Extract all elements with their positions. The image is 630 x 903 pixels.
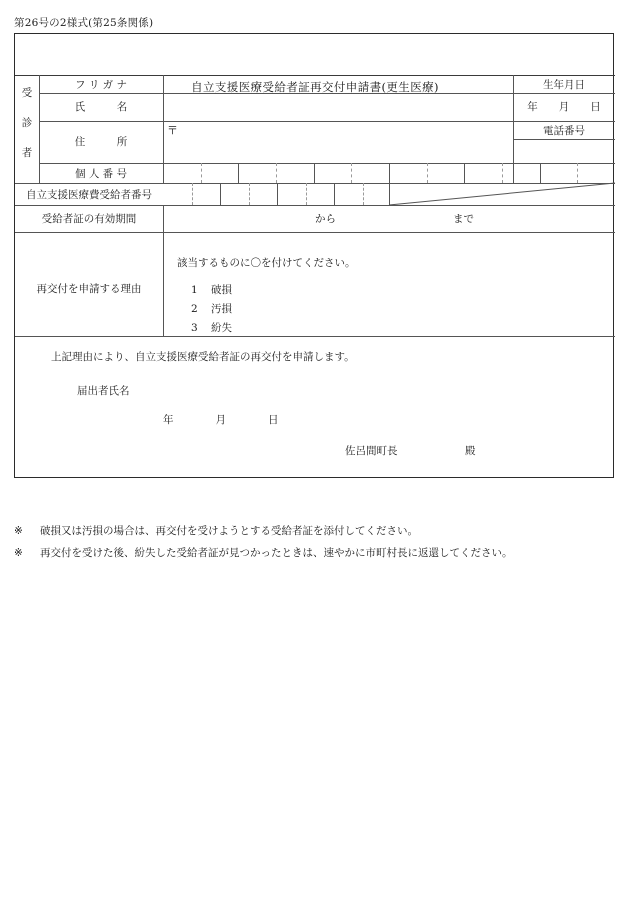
furigana-input[interactable] [164,76,512,92]
footnote-2-mark: ※ [14,547,23,559]
divider-applicant-label-col [39,75,40,183]
submitter-name-input[interactable] [145,378,445,396]
reason-option-1-text: 破損 [211,284,232,296]
divider-reason-label [163,232,164,336]
divider-reason-bottom [15,336,615,337]
recipient-number-label: 自立支援医療費受給者番号 [26,189,152,201]
cell-divider [276,163,277,183]
cell-divider [238,163,239,183]
phone-input[interactable] [514,140,614,162]
recipient-number-cell-grid[interactable] [163,183,391,205]
footnote-1-text: 破損又は汚損の場合は、再交付を受けようとする受給者証を添付してください。 [40,525,418,537]
cell-divider [277,183,278,205]
footnote-1-mark: ※ [14,525,23,537]
name-input[interactable] [164,94,512,120]
declaration-date-line[interactable]: 年 月 日 [163,414,279,426]
cell-divider [201,163,202,183]
divider-validity-bottom [15,232,615,233]
cell-divider [220,183,221,205]
applicant-label-char-1: 受 [21,87,33,99]
cell-divider [540,163,541,183]
reason-option-2-number: 2 [191,303,198,315]
cell-divider [334,183,335,205]
diagonal-strike-line [389,183,615,206]
my-number-cell-grid[interactable] [163,163,615,183]
reason-instruction: 該当するものに〇を付けてください。 [177,257,356,269]
reason-option-3-text: 紛失 [211,322,232,334]
applicant-vertical-label [15,78,39,168]
applicant-label-char-3: 者 [21,147,33,159]
declaration-statement: 上記理由により、自立支援医療受給者証の再交付を申請します。 [51,351,355,363]
divider-birthdate-label-bottom [513,93,615,94]
cell-divider [502,163,503,183]
reason-option-1-number: 1 [191,284,198,296]
birthdate-fields[interactable]: 年 月 日 [527,101,601,113]
cell-divider [351,163,352,183]
divider-recipient-cells-end [389,183,390,205]
furigana-label: フ リ ガ ナ [74,79,127,91]
cell-divider [389,163,390,183]
reason-option-1[interactable] [191,281,232,300]
addressee-name: 佐呂間町長 [345,445,398,457]
name-label: 氏 名 [74,101,128,113]
postal-code-icon: 〒 [167,124,178,137]
phone-label: 電話番号 [543,125,585,137]
birthdate-label: 生年月日 [543,79,585,91]
address-input[interactable] [164,122,512,162]
application-form-box [14,33,614,478]
divider-validity-label [163,205,164,232]
submitter-name-label: 届出者氏名 [77,385,130,397]
footnote-2 [14,542,620,564]
cell-divider [192,183,193,205]
validity-from-label: から [315,213,336,225]
form-title: 自立支援医療受給者証再交付申請書(更生医療) [191,80,439,94]
footnote-1 [14,520,620,542]
cell-divider [363,183,364,205]
validity-period-label: 受給者証の有効期間 [41,213,137,225]
addressee-honorific: 殿 [465,445,476,457]
form-number-label: 第26号の2様式(第25条関係) [14,17,154,29]
applicant-label-char-2: 診 [21,117,33,129]
address-label: 住 所 [74,136,128,148]
reason-options-list [191,281,232,338]
cell-divider [314,163,315,183]
reason-label: 再交付を申請する理由 [36,283,142,295]
cell-divider [577,163,578,183]
validity-to-label: まで [453,213,474,225]
cell-divider [464,163,465,183]
reason-option-2[interactable] [191,300,232,319]
my-number-label: 個 人 番 号 [74,168,127,180]
footnotes [14,520,620,564]
reason-option-2-text: 汚損 [211,303,232,315]
cell-divider [249,183,250,205]
cell-divider [306,183,307,205]
reason-option-3-number: 3 [191,322,198,334]
footnote-2-text: 再交付を受けた後、紛失した受給者証が見つかったときは、速やかに市町村長に返還してください。 [40,547,513,559]
cell-divider [427,163,428,183]
